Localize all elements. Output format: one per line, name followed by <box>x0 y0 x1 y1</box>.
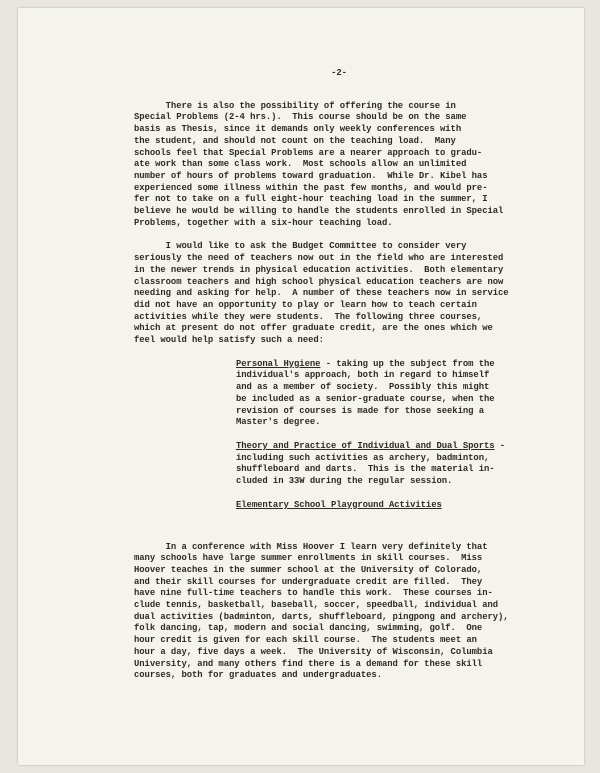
text-line: number of hours of problems toward graduation. While Dr. Kibel has <box>134 170 488 181</box>
text-line: experienced some illness within the past few months, and would pre- <box>134 182 488 193</box>
text-line: believe he would be willing to handle the students enrolled in Special <box>134 206 504 217</box>
text-line: ate work than some class work. Most schools allow an unlimited <box>134 159 467 170</box>
text-line: dual activities (badminton, darts, shuffleboard, pingpong and archery), <box>134 611 509 622</box>
text-line: in the newer trends in physical education activities. Both elementary <box>134 264 504 275</box>
text-line: which at present do not offer graduate credit, are the ones which we <box>134 323 493 334</box>
course-title: Personal Hygiene <box>236 358 321 369</box>
text-line: hour credit is given for each skill course. The students meet an <box>134 635 477 646</box>
text-line: did not have an opportunity to play or learn how to teach certain <box>134 299 477 310</box>
course-individual-dual-sports <box>236 441 521 488</box>
text-line: shuffleboard and darts. This is the material in- <box>236 464 495 475</box>
text-line: individual's approach, both in regard to himself <box>236 370 490 381</box>
text-line: needing and asking for help. A number of these teachers now in service <box>134 288 509 299</box>
course-first-line <box>236 500 544 512</box>
text-line: In a conference with Miss Hoover I learn very definitely that <box>134 541 488 552</box>
paragraph-special-problems <box>134 101 544 230</box>
text-line: Master's degree. <box>236 417 321 428</box>
course-personal-hygiene <box>236 359 521 429</box>
text-line: many schools have large summer enrollments in skill courses. Miss <box>134 553 483 564</box>
text-line: basis as Thesis, since it demands only weekly conferences with <box>134 124 462 135</box>
course-title: Elementary School Playground Activities <box>236 499 442 510</box>
course-desc-start: - <box>494 440 506 451</box>
text-line: be included as a senior-graduate course, when the <box>236 393 495 404</box>
text-line: have nine full-time teachers to handle this work. These courses in- <box>134 588 493 599</box>
text-line: feel would help satisfy such a need: <box>134 335 324 346</box>
text-line: including such activities as archery, badminton, <box>236 452 490 463</box>
text-line: fer not to take on a full eight-hour teaching load in the summer, I <box>134 194 488 205</box>
text-line: the student, and should not count on the teaching load. Many <box>134 135 456 146</box>
text-line: clude tennis, basketball, baseball, soccer, speedball, individual and <box>134 600 499 611</box>
text-line: Special Problems (2-4 hrs.). This course should be on the same <box>134 112 467 123</box>
paragraph-miss-hoover <box>134 542 544 682</box>
text-line: courses, both for graduates and undergraduates. <box>134 670 382 681</box>
text-line: hour a day, five days a week. The University of Wisconsin, Columbia <box>134 646 493 657</box>
typed-letter-body <box>134 68 544 694</box>
text-line: and their skill courses for undergraduate credit are filled. They <box>134 576 483 587</box>
course-elementary-playground <box>236 500 544 512</box>
text-line: Problems, together with a six-hour teaching load. <box>134 217 393 228</box>
text-line: classroom teachers and high school physical education teachers are now <box>134 276 504 287</box>
text-line: Hoover teaches in the summer school at the University of Colorado, <box>134 564 483 575</box>
text-line: revision of courses is made for those seeking a <box>236 405 484 416</box>
text-line: seriously the need of teachers now out in the field who are interested <box>134 253 504 264</box>
text-line: schools feel that Special Problems are a nearer approach to gradu- <box>134 147 483 158</box>
text-line: activities while they were students. The following three courses, <box>134 311 483 322</box>
text-line: and as a member of society. Possibly this might <box>236 382 490 393</box>
course-first-line <box>236 359 521 371</box>
text-line: University, and many others find there is a demand for these skill <box>134 658 483 669</box>
spacer <box>134 526 544 542</box>
text-line: I would like to ask the Budget Committee to consider very <box>134 241 467 252</box>
course-first-line <box>236 441 521 453</box>
course-desc-start: - taking up the subject from the <box>320 358 495 369</box>
text-line: There is also the possibility of offering the course in <box>134 100 456 111</box>
course-title: Theory and Practice of Individual and Dual Sports <box>236 440 495 451</box>
document-page <box>18 8 584 765</box>
paragraph-budget-committee <box>134 241 544 346</box>
text-line: cluded in 33W during the regular session. <box>236 476 453 487</box>
page-number: -2- <box>331 68 347 78</box>
text-line: folk dancing, tap, modern and social dancing, swimming, golf. One <box>134 623 483 634</box>
